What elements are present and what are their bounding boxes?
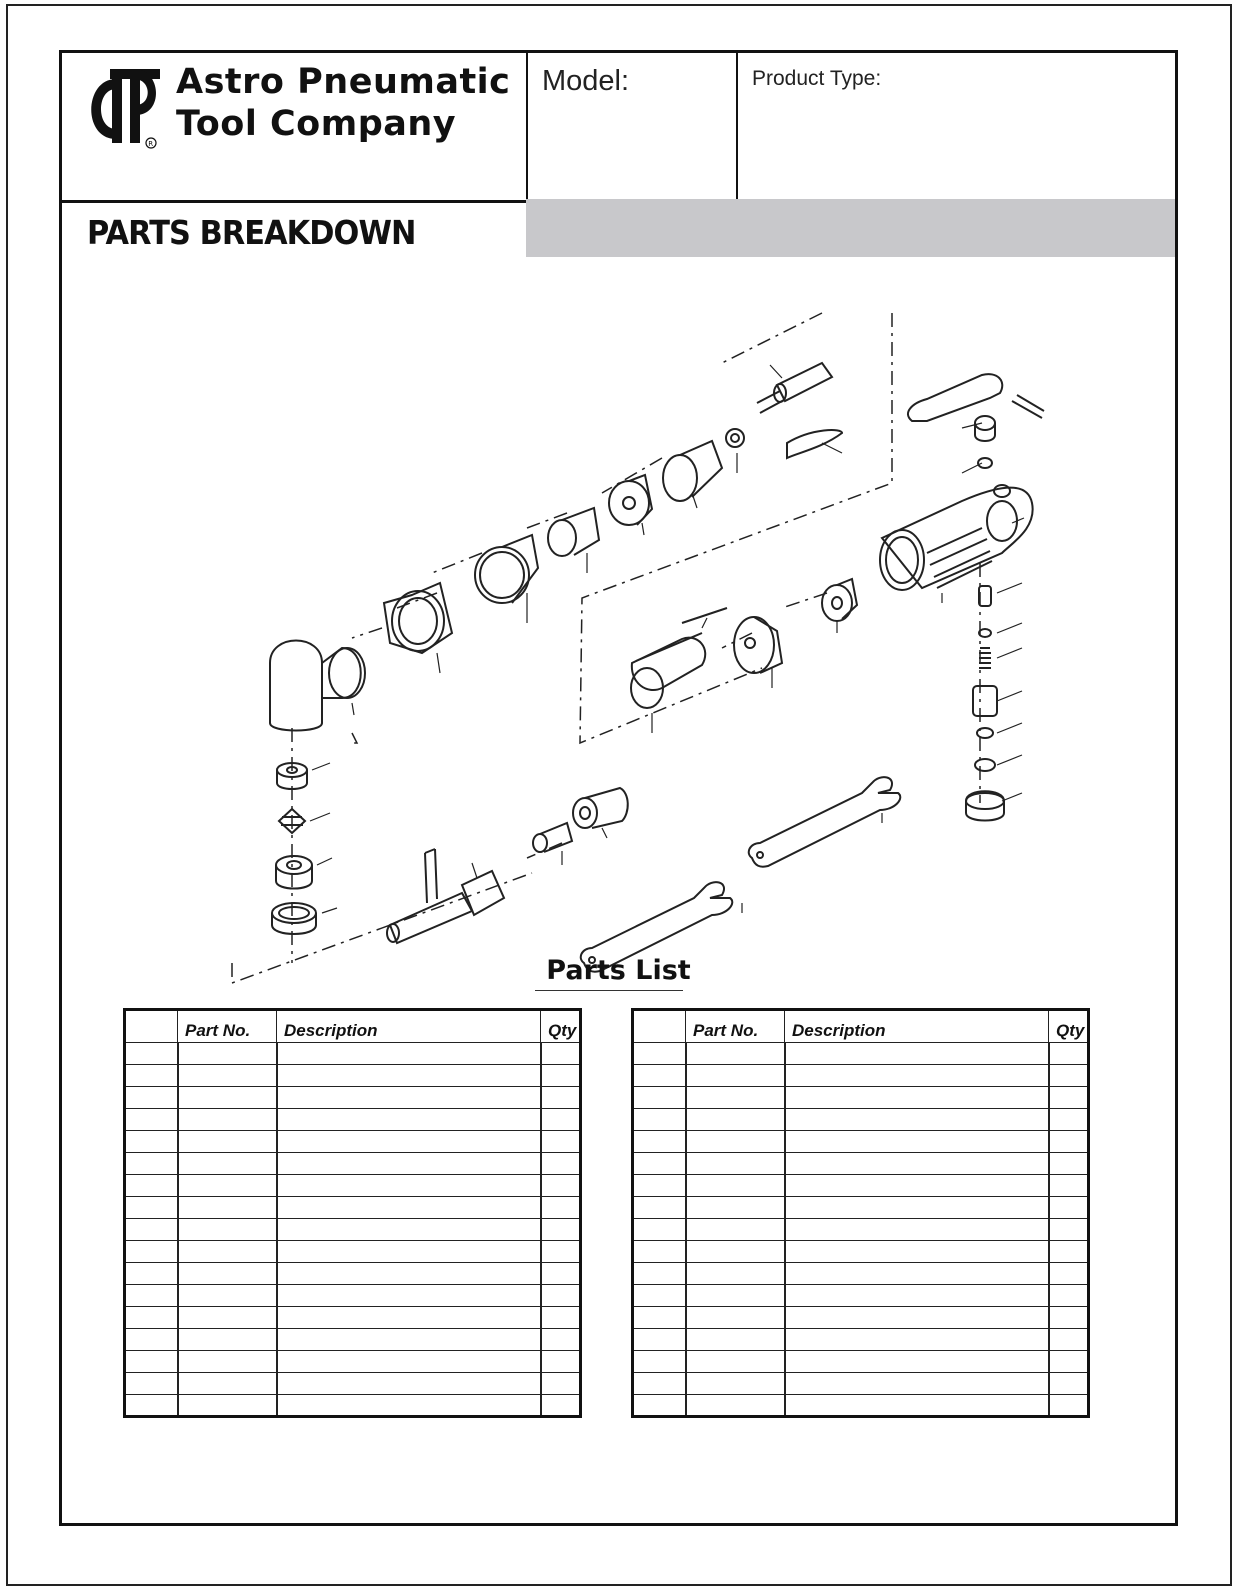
cell-qty <box>1049 1065 1089 1087</box>
cell-part-no <box>686 1285 785 1307</box>
cell-description <box>785 1175 1049 1197</box>
cell-description <box>277 1043 541 1065</box>
cell-number <box>633 1131 686 1153</box>
cell-part-no <box>178 1175 277 1197</box>
table-row <box>633 1329 1089 1351</box>
cell-qty <box>1049 1373 1089 1395</box>
cell-qty <box>541 1043 581 1065</box>
cell-qty <box>1049 1197 1089 1219</box>
cell-part-no <box>178 1197 277 1219</box>
table-row <box>633 1351 1089 1373</box>
table-row <box>633 1175 1089 1197</box>
table-row <box>125 1307 581 1329</box>
cell-part-no <box>686 1263 785 1285</box>
cell-qty <box>1049 1285 1089 1307</box>
cell-number <box>125 1131 178 1153</box>
cell-number <box>125 1263 178 1285</box>
parts-table-right <box>631 1008 1090 1418</box>
table-row <box>633 1043 1089 1065</box>
table-row <box>633 1263 1089 1285</box>
cell-qty <box>1049 1395 1089 1417</box>
col-header-qty: Qty <box>541 1010 581 1043</box>
cell-qty <box>1049 1131 1089 1153</box>
col-header-number <box>125 1010 178 1043</box>
cell-qty <box>541 1285 581 1307</box>
cell-part-no <box>178 1373 277 1395</box>
col-header-qty: Qty <box>1049 1010 1089 1043</box>
cell-description <box>277 1263 541 1285</box>
cell-description <box>785 1285 1049 1307</box>
cell-description <box>277 1109 541 1131</box>
cell-qty <box>1049 1307 1089 1329</box>
cell-part-no <box>686 1065 785 1087</box>
cell-qty <box>1049 1329 1089 1351</box>
cell-part-no <box>686 1153 785 1175</box>
cell-description <box>785 1109 1049 1131</box>
parts-table-body <box>125 1043 581 1417</box>
parts-list-title: Parts List <box>546 955 691 986</box>
cell-part-no <box>686 1307 785 1329</box>
table-row <box>633 1197 1089 1219</box>
cell-description <box>277 1197 541 1219</box>
cell-number <box>633 1263 686 1285</box>
table-row <box>633 1219 1089 1241</box>
cell-description <box>277 1241 541 1263</box>
col-header-description: Description <box>785 1010 1049 1043</box>
cell-description <box>785 1131 1049 1153</box>
cell-number <box>125 1329 178 1351</box>
table-row <box>125 1197 581 1219</box>
cell-part-no <box>178 1109 277 1131</box>
cell-description <box>277 1219 541 1241</box>
cell-qty <box>541 1087 581 1109</box>
cell-number <box>125 1395 178 1417</box>
table-row <box>125 1043 581 1065</box>
table-row <box>125 1285 581 1307</box>
cell-description <box>277 1329 541 1351</box>
table-row <box>125 1219 581 1241</box>
cell-qty <box>541 1153 581 1175</box>
cell-number <box>633 1087 686 1109</box>
cell-qty <box>541 1065 581 1087</box>
cell-description <box>785 1263 1049 1285</box>
cell-number <box>125 1373 178 1395</box>
cell-description <box>785 1065 1049 1087</box>
cell-qty <box>1049 1153 1089 1175</box>
parts-list-title-underline <box>535 990 683 991</box>
cell-part-no <box>686 1395 785 1417</box>
cell-part-no <box>686 1109 785 1131</box>
product-type-cell <box>738 53 1175 200</box>
cell-part-no <box>686 1329 785 1351</box>
header-row <box>62 53 1175 203</box>
model-label: Model: <box>542 65 630 97</box>
cell-description <box>277 1175 541 1197</box>
table-row <box>633 1065 1089 1087</box>
cell-description <box>277 1087 541 1109</box>
cell-description <box>785 1351 1049 1373</box>
logo-cell <box>62 53 528 200</box>
cell-number <box>125 1241 178 1263</box>
company-name-line1: Astro Pneumatic <box>176 62 511 102</box>
cell-part-no <box>178 1351 277 1373</box>
parts-table-left <box>123 1008 582 1418</box>
cell-qty <box>541 1329 581 1351</box>
cell-part-no <box>686 1351 785 1373</box>
cell-description <box>277 1285 541 1307</box>
cell-qty <box>1049 1241 1089 1263</box>
cell-part-no <box>686 1241 785 1263</box>
table-row <box>125 1395 581 1417</box>
cell-number <box>633 1175 686 1197</box>
table-row <box>125 1087 581 1109</box>
table-row <box>125 1263 581 1285</box>
table-row <box>633 1307 1089 1329</box>
cell-number <box>633 1395 686 1417</box>
cell-number <box>125 1175 178 1197</box>
col-header-part-no: Part No. <box>178 1010 277 1043</box>
cell-description <box>277 1307 541 1329</box>
exploded-view-diagram-icon <box>182 303 1102 993</box>
cell-description <box>277 1351 541 1373</box>
cell-description <box>277 1153 541 1175</box>
cell-description <box>785 1219 1049 1241</box>
table-row <box>125 1351 581 1373</box>
cell-qty <box>541 1307 581 1329</box>
parts-table-header-row <box>125 1010 581 1043</box>
table-row <box>125 1109 581 1131</box>
table-row <box>633 1131 1089 1153</box>
cell-number <box>633 1373 686 1395</box>
cell-number <box>633 1307 686 1329</box>
cell-part-no <box>178 1087 277 1109</box>
document-frame <box>59 50 1178 1526</box>
table-row <box>125 1065 581 1087</box>
cell-number <box>633 1043 686 1065</box>
cell-number <box>633 1241 686 1263</box>
cell-part-no <box>686 1087 785 1109</box>
cell-description <box>785 1043 1049 1065</box>
cell-part-no <box>686 1175 785 1197</box>
cell-number <box>633 1329 686 1351</box>
parts-breakdown-title: PARTS BREAKDOWN <box>87 213 416 252</box>
table-row <box>633 1395 1089 1417</box>
cell-qty <box>1049 1351 1089 1373</box>
col-header-description: Description <box>277 1010 541 1043</box>
svg-text:R: R <box>148 140 154 148</box>
cell-qty <box>1049 1109 1089 1131</box>
cell-part-no <box>686 1197 785 1219</box>
cell-number <box>633 1065 686 1087</box>
cell-part-no <box>178 1065 277 1087</box>
cell-number <box>633 1285 686 1307</box>
cell-number <box>125 1065 178 1087</box>
cell-number <box>125 1197 178 1219</box>
cell-description <box>785 1395 1049 1417</box>
cell-qty <box>541 1373 581 1395</box>
company-name-line2: Tool Company <box>176 104 457 144</box>
cell-qty <box>541 1241 581 1263</box>
astro-ap-logo-icon <box>76 63 166 153</box>
cell-description <box>277 1373 541 1395</box>
parts-table-header-row <box>633 1010 1089 1043</box>
cell-qty <box>1049 1087 1089 1109</box>
cell-qty <box>541 1263 581 1285</box>
cell-part-no <box>178 1043 277 1065</box>
cell-description <box>785 1373 1049 1395</box>
cell-number <box>633 1197 686 1219</box>
cell-qty <box>541 1395 581 1417</box>
table-row <box>125 1175 581 1197</box>
cell-qty <box>541 1219 581 1241</box>
product-type-label: Product Type: <box>752 67 882 90</box>
parts-table-body <box>633 1043 1089 1417</box>
cell-description <box>277 1395 541 1417</box>
cell-qty <box>541 1109 581 1131</box>
cell-part-no <box>686 1373 785 1395</box>
cell-qty <box>541 1131 581 1153</box>
cell-qty <box>1049 1263 1089 1285</box>
cell-number <box>125 1087 178 1109</box>
table-row <box>633 1285 1089 1307</box>
cell-part-no <box>178 1241 277 1263</box>
cell-part-no <box>178 1131 277 1153</box>
table-row <box>125 1153 581 1175</box>
cell-qty <box>1049 1219 1089 1241</box>
cell-number <box>125 1219 178 1241</box>
cell-description <box>785 1153 1049 1175</box>
cell-number <box>125 1109 178 1131</box>
cell-number <box>633 1153 686 1175</box>
cell-number <box>125 1307 178 1329</box>
header-gray-band <box>526 199 1175 257</box>
table-row <box>125 1131 581 1153</box>
cell-part-no <box>178 1329 277 1351</box>
table-row <box>633 1087 1089 1109</box>
table-row <box>125 1373 581 1395</box>
cell-description <box>277 1065 541 1087</box>
cell-number <box>633 1109 686 1131</box>
cell-description <box>785 1329 1049 1351</box>
cell-part-no <box>686 1131 785 1153</box>
cell-qty <box>541 1351 581 1373</box>
cell-description <box>785 1307 1049 1329</box>
table-row <box>125 1329 581 1351</box>
cell-number <box>633 1219 686 1241</box>
cell-part-no <box>686 1043 785 1065</box>
cell-description <box>277 1131 541 1153</box>
col-header-part-no: Part No. <box>686 1010 785 1043</box>
cell-part-no <box>178 1307 277 1329</box>
cell-part-no <box>178 1263 277 1285</box>
cell-number <box>125 1351 178 1373</box>
cell-number <box>125 1153 178 1175</box>
cell-part-no <box>178 1285 277 1307</box>
table-row <box>633 1373 1089 1395</box>
company-name <box>176 61 510 145</box>
cell-description <box>785 1197 1049 1219</box>
cell-number <box>125 1043 178 1065</box>
cell-qty <box>541 1175 581 1197</box>
cell-qty <box>1049 1175 1089 1197</box>
cell-part-no <box>178 1219 277 1241</box>
cell-description <box>785 1087 1049 1109</box>
table-row <box>633 1109 1089 1131</box>
col-header-number <box>633 1010 686 1043</box>
cell-part-no <box>686 1219 785 1241</box>
cell-description <box>785 1241 1049 1263</box>
cell-part-no <box>178 1153 277 1175</box>
cell-number <box>125 1285 178 1307</box>
model-cell <box>526 53 738 200</box>
cell-number <box>633 1351 686 1373</box>
cell-qty <box>541 1197 581 1219</box>
cell-part-no <box>178 1395 277 1417</box>
table-row <box>125 1241 581 1263</box>
table-row <box>633 1153 1089 1175</box>
table-row <box>633 1241 1089 1263</box>
cell-qty <box>1049 1043 1089 1065</box>
